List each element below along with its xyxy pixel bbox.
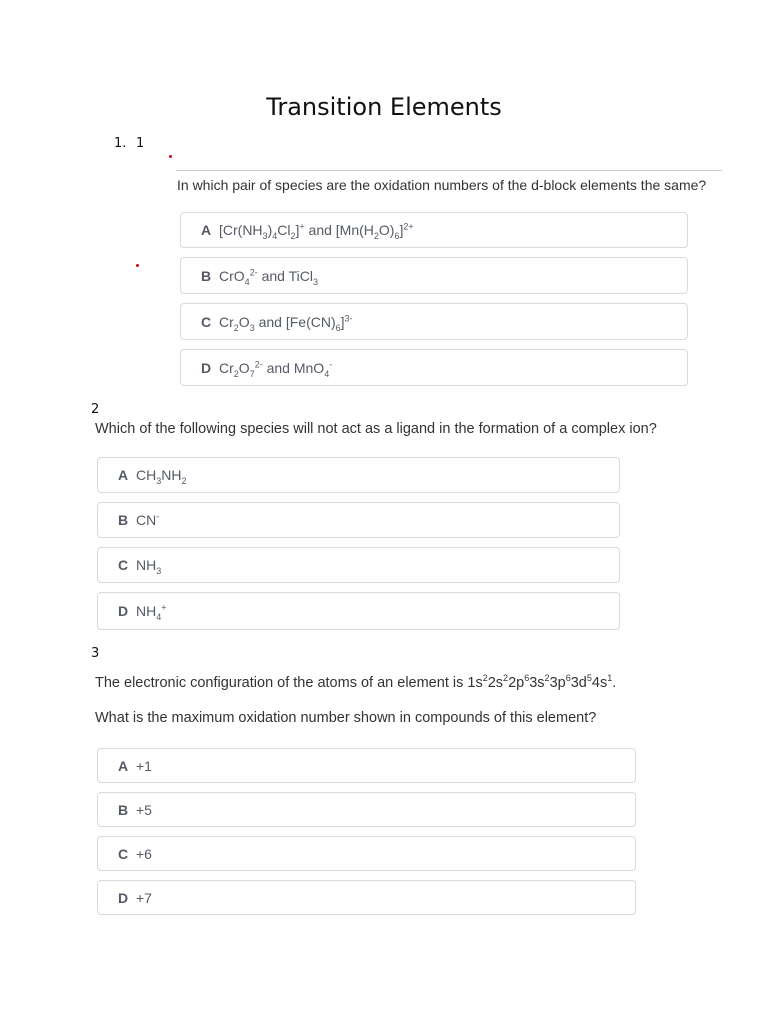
answer-option-a[interactable] (180, 212, 688, 248)
option-text: $Cr_2O_3$ and $[Fe(CN)_6]^{3-}$ (219, 312, 353, 333)
option-text: CrO$_4^{2-}$ and TiCl$_3$ (219, 266, 318, 287)
answer-option-b[interactable] (97, 502, 620, 538)
question-text: What is the maximum oxidation number shown in compounds of this element? (95, 710, 597, 726)
answer-option-c[interactable] (180, 303, 688, 340)
option-text: +1 (136, 757, 152, 774)
option-text: +5 (136, 801, 152, 818)
option-letter: D (118, 889, 129, 906)
answer-option-d[interactable] (97, 592, 620, 630)
option-letter: B (118, 801, 129, 818)
answer-option-c[interactable] (97, 836, 636, 871)
question-text (95, 675, 616, 691)
question-text-intro: The electronic configuration of the atoms of an element is (95, 675, 468, 691)
option-text: CN- (136, 511, 160, 528)
option-letter: C (118, 845, 129, 862)
option-text: $NH_3$ (136, 557, 162, 576)
required-marker-dot (136, 264, 139, 267)
answer-option-d[interactable] (180, 349, 688, 386)
option-text: +6 (136, 845, 152, 862)
divider (176, 170, 722, 171)
question-text: In which pair of species are the oxidation numbers of the d-block elements the same? (177, 177, 707, 193)
option-letter: D (118, 603, 129, 619)
list-marker: 1. (114, 136, 127, 151)
option-letter: D (201, 359, 212, 376)
answer-option-a[interactable] (97, 457, 620, 493)
answer-option-a[interactable] (97, 748, 636, 783)
question-number: 2 (91, 402, 100, 417)
option-text: $NH_4^+$ (136, 602, 167, 622)
option-letter: A (118, 467, 129, 483)
question-text: Which of the following species will not act as a ligand in the formation of a complex ion? (95, 421, 657, 437)
question-number: 3 (91, 646, 100, 661)
answer-option-b[interactable] (180, 257, 688, 294)
option-letter: B (118, 512, 129, 528)
answer-option-c[interactable] (97, 547, 620, 583)
option-letter: B (201, 267, 212, 284)
option-letter: C (118, 557, 129, 573)
answer-option-b[interactable] (97, 792, 636, 827)
option-letter: C (201, 313, 212, 330)
option-letter: A (201, 222, 212, 238)
option-letter: A (118, 757, 129, 774)
option-text: $Cr_2O_7^{2-}$ and MnO$_4$- (219, 358, 333, 379)
page-title: Transition Elements (266, 93, 502, 121)
option-text: $[Cr(NH_3)_4Cl_2]^+$ and $[Mn(H_2O)_6]^{2+}$ (219, 221, 414, 241)
answer-option-d[interactable] (97, 880, 636, 915)
option-text: $CH_3NH_2$ (136, 467, 187, 486)
question-number: 1 (136, 136, 145, 151)
required-marker-dot (169, 155, 172, 158)
option-text: +7 (136, 889, 152, 906)
electron-configuration: $1s^22s^22p^63s^23p^63d^54s^1$. (467, 673, 617, 691)
